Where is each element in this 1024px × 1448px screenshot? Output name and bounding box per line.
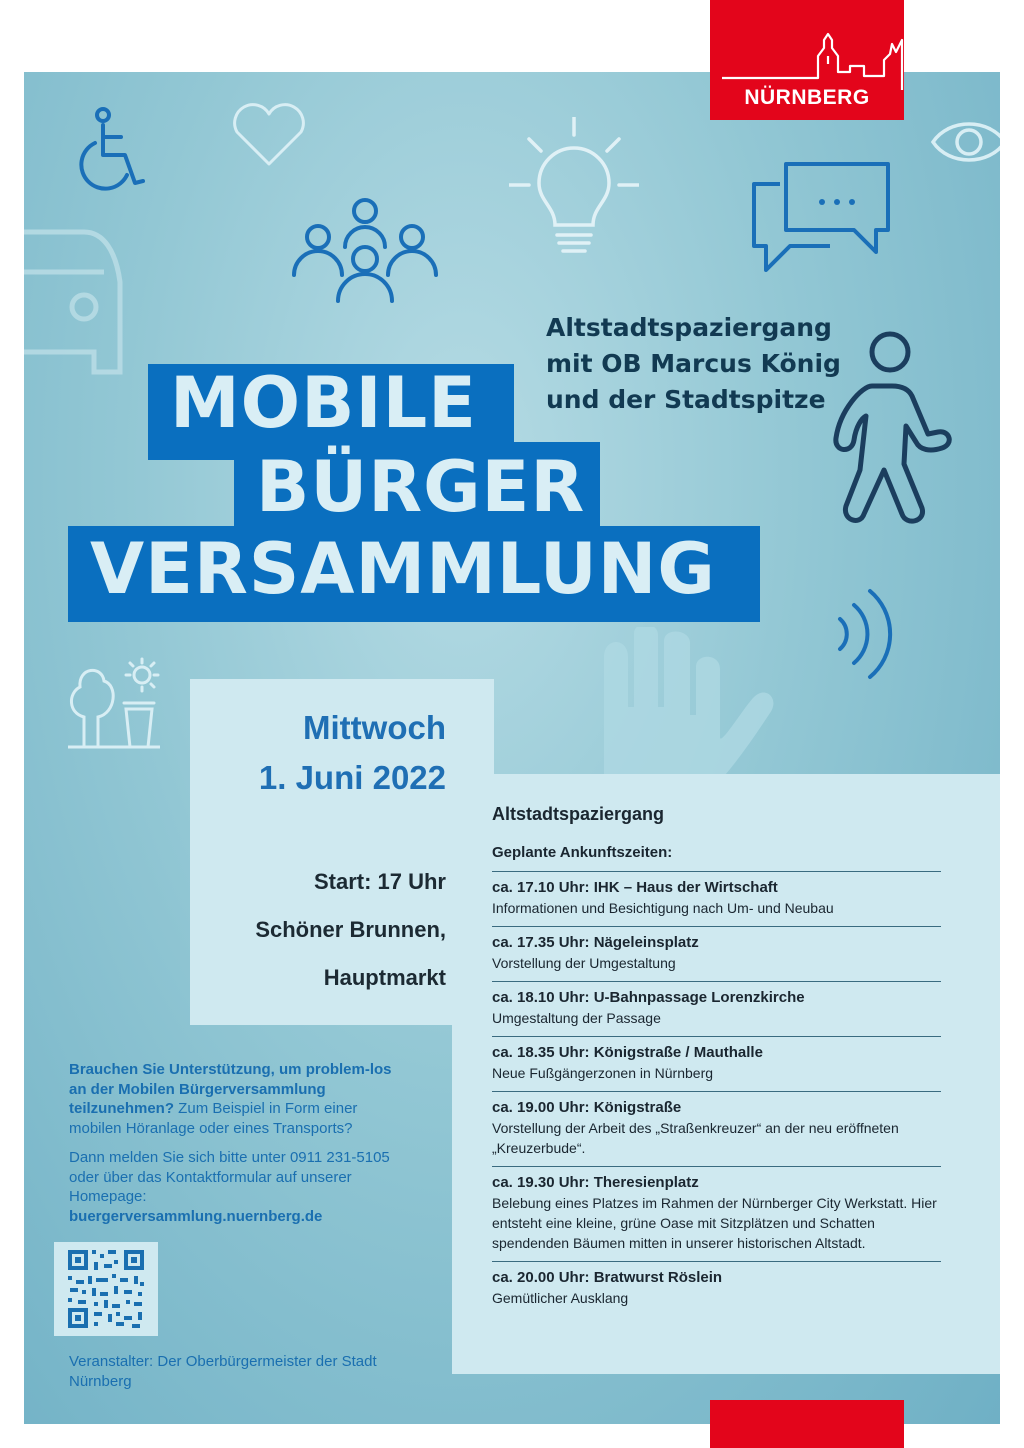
- schedule-item: [492, 1036, 941, 1091]
- schedule-list: [492, 871, 941, 1316]
- city-skyline-icon: [718, 20, 908, 90]
- schedule-item-desc: Vorstellung der Umgestaltung: [492, 955, 676, 971]
- tree-sun-icon: [68, 657, 160, 749]
- schedule-item-desc: Belebung eines Platzes im Rahmen der Nürnberger City Werkstatt. Hier entsteht eine kleine, grüne Oase mit Sitzplätzen und Schatten spendenden Bäumen mitten in unserer historischen Altstadt.: [492, 1195, 937, 1251]
- people-icon: [290, 197, 440, 307]
- schedule-item: [492, 926, 941, 981]
- schedule-item-time: ca. 18.10 Uhr: U-Bahnpassage Lorenzkirche: [492, 989, 805, 1006]
- event-location-line-1: Schöner Brunnen,: [255, 917, 446, 942]
- qr-code-graphic: [54, 1242, 158, 1336]
- logo-wordmark: NÜRNBERG: [744, 86, 870, 109]
- walk-title: [546, 310, 841, 418]
- car-icon: [24, 222, 124, 392]
- event-details-panel: [190, 679, 494, 1025]
- nuernberg-logo: [710, 0, 904, 120]
- schedule-item-time: ca. 17.35 Uhr: Nägeleinsplatz: [492, 934, 699, 951]
- support-info: [69, 1060, 399, 1226]
- headline-line-3: VERSAMMLUNG: [90, 528, 716, 610]
- support-contact: Dann melden Sie sich bitte unter 0911 231-5105 oder über das Kontaktformular auf unserer Homepage:: [69, 1149, 390, 1205]
- schedule-item-desc: Neue Fußgängerzonen in Nürnberg: [492, 1065, 714, 1081]
- schedule-title: Altstadtspaziergang: [492, 804, 665, 824]
- schedule-item-time: ca. 18.35 Uhr: Königstraße / Mauthalle: [492, 1044, 763, 1061]
- schedule-item: [492, 871, 941, 926]
- headline-line-2: BÜRGER: [256, 446, 586, 528]
- schedule-item-desc: Informationen und Besichtigung nach Um- und Neubau: [492, 900, 834, 916]
- schedule-item-time: ca. 20.00 Uhr: Bratwurst Röslein: [492, 1269, 723, 1286]
- event-start-time: Start: 17 Uhr: [313, 869, 446, 894]
- organizer-text: Veranstalter: Der Oberbürgermeister der Stadt Nürnberg: [69, 1353, 377, 1390]
- support-question: Brauchen Sie Unterstützung, um problem-los an der Mobilen Bürgerversammlung teilzunehmen?: [69, 1061, 392, 1117]
- hand-icon: [594, 627, 774, 787]
- wheelchair-icon: [79, 107, 149, 197]
- walk-title-line-3: und der Stadtspitze: [546, 385, 826, 414]
- walk-title-line-1: Altstadtspaziergang: [546, 313, 832, 342]
- sound-waves-icon: [834, 587, 894, 682]
- qr-code[interactable]: [54, 1242, 158, 1336]
- schedule-subtitle: Geplante Ankunftszeiten:: [492, 844, 673, 861]
- schedule-item-desc: Gemütlicher Ausklang: [492, 1290, 629, 1306]
- headline-line-1: MOBILE: [170, 362, 477, 444]
- schedule-item: [492, 981, 941, 1036]
- schedule-item-time: ca. 19.00 Uhr: Königstraße: [492, 1099, 682, 1116]
- schedule-item-time: ca. 17.10 Uhr: IHK – Haus der Wirtschaft: [492, 879, 778, 896]
- walking-person-icon: [832, 330, 957, 530]
- schedule-item: [492, 1166, 941, 1261]
- schedule-item-desc: Vorstellung der Arbeit des „Straßenkreuzer“ an der neu eröffneten „Kreuzerbude“.: [492, 1120, 899, 1156]
- schedule-item: [492, 1091, 941, 1166]
- bottom-red-bar: [710, 1400, 904, 1448]
- poster-background: [24, 72, 1000, 1424]
- eye-icon: [929, 112, 1000, 172]
- walk-title-line-2: mit OB Marcus König: [546, 349, 841, 378]
- chat-icon: [750, 160, 895, 275]
- support-question-rest: Zum Beispiel in Form einer mobilen Höranlage oder eines Transports?: [69, 1100, 358, 1137]
- heart-icon: [229, 102, 309, 172]
- schedule-item: [492, 1261, 941, 1316]
- event-weekday: Mittwoch: [303, 709, 446, 746]
- support-url[interactable]: buergerversammlung.nuernberg.de: [69, 1207, 323, 1225]
- schedule-item-desc: Umgestaltung der Passage: [492, 1010, 661, 1026]
- schedule-panel: [452, 774, 1000, 1374]
- schedule-item-time: ca. 19.30 Uhr: Theresienplatz: [492, 1174, 699, 1191]
- event-location-line-2: Hauptmarkt: [323, 965, 446, 990]
- lightbulb-icon: [509, 117, 639, 257]
- event-date: 1. Juni 2022: [258, 759, 446, 796]
